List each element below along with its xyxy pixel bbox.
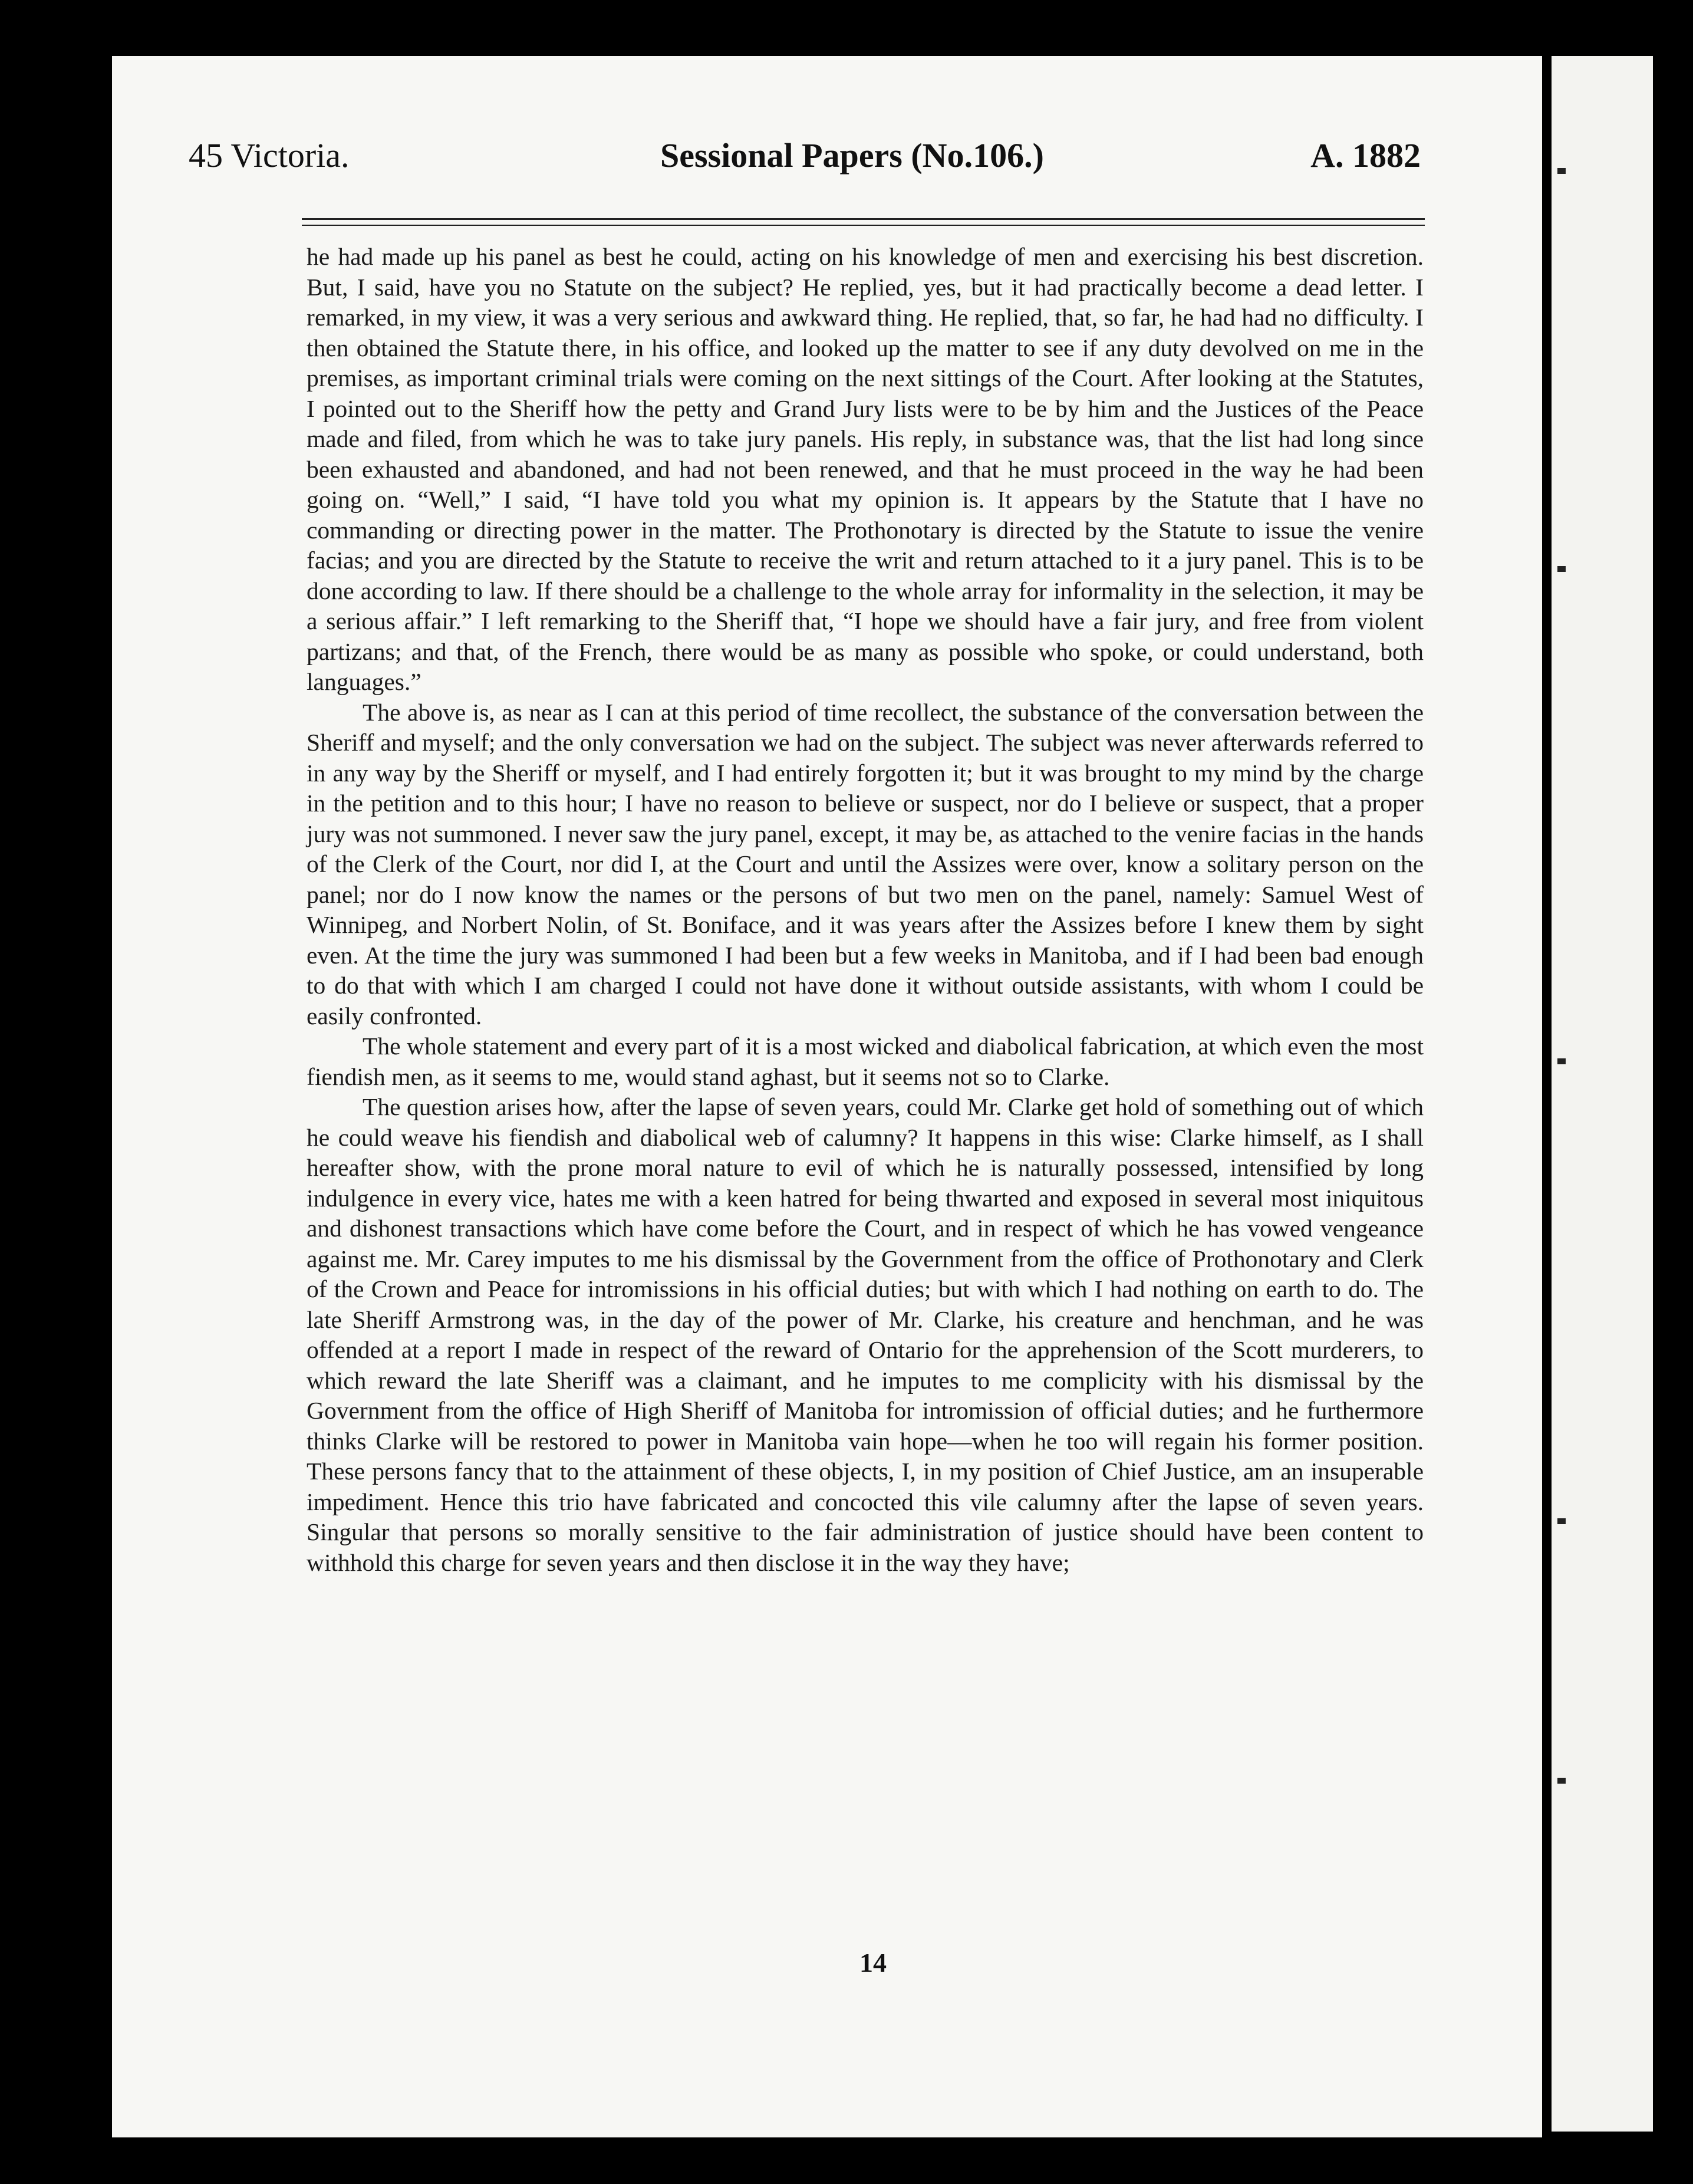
paragraph: he had made up his panel as best he could, acting on his knowledge of men and exercising his best discretion. But, I said, have you no Statute on the subject? He replied, yes, but it had practically become a dead letter. I remarked, in my view, it was a very serious and awkward thing. He replied, that, so far, he had had no difficulty. I then obtained the Statute there, in his office, and looked up the matter to see if any duty devolved on me in the premises, as important criminal trials were coming on the next sittings of the Court. After looking at the Statutes, I pointed out to the Sheriff how the petty and Grand Jury lists were to be by him and the Justices of the Peace made and filed, from which he was to take jury panels. His reply, in substance was, that the list had long since been exhausted and abandoned, and had not been renewed, and that he must proceed in the way he had been going on. “Well,” I said, “I have told you what my opinion is. It appears by the Statute that I have no commanding or directing power in the matter. The Prothonotary is directed by the Statute to issue the venire facias; and you are directed by the Statute to receive the writ and return attached to it a jury panel. This is to be done according to law. If there should be a challenge to the whole array for informality in the selection, it may be a serious affair.” I left remarking to the Sheriff that, “I hope we should have a fair jury, and free from violent partizans; and that, of the French, there would be as many as possible who spoke, or could understand, both languages.” xyxy=(307,243,1424,695)
header-rule xyxy=(302,218,1425,220)
paragraph: The whole statement and every part of it is a most wicked and diabolical fabrication, at which even the most fiendish men, as it seems to me, would stand aghast, but it seems not so to Clarke. xyxy=(307,1032,1424,1090)
paragraph: The question arises how, after the lapse of seven years, could Mr. Clarke get hold of something out of which he could weave his fiendish and diabolical web of calumny? It happens in this wise: Clarke himself, as I shall hereafter show, with the prone moral nature to evil of which he is naturally possessed, intensified by long indulgence in every vice, hates me with a keen hatred for being thwarted and exposed in several most iniquitous and dishonest transactions which have come before the Court, and in respect of which he has vowed vengeance against me. Mr. Carey imputes to me his dismissal by the Government from the office of Prothonotary and Clerk of the Crown and Peace for intromissions in his official duties; but with which I had nothing on earth to do. The late Sheriff Armstrong was, in the day of the power of Mr. Clarke, his creature and henchman, and he was offended at a report I made in respect of the reward of Ontario for the apprehension of the Scott murderers, to which reward the late Sheriff was a claimant, and he imputes to me complicity with his dismissal by the Government from the office of High Sheriff of Manitoba for intromission of official duties; and he furthermore thinks Clarke will be restored to power in Manitoba vain hope—when he too will regain his former position. These persons fancy that to the attainment of these objects, I, in my position of Chief Justice, am an insuperable impediment. Hence this trio have fabricated and concocted this vile calumny after the lapse of seven years. Singular that persons so morally sensitive to the fair administration of justice should have been content to withhold this charge for seven years and then disclose it in the way they have; xyxy=(307,1093,1424,1576)
header-year: A. 1882 xyxy=(1310,136,1421,175)
paragraph: The above is, as near as I can at this period of time recollect, the substance of the conversation between the Sheriff and myself; and the only conversation we had on the subject. The subject was never afterwards referred to in any way by the Sheriff or myself, and I had entirely forgotten it; but it was brought to my mind by the charge in the petition and to this hour; I have no reason to believe or suspect, nor do I believe or suspect, that a proper jury was not summoned. I never saw the jury panel, except, it may be, as attached to the venire facias in the hands of the Clerk of the Court, nor did I, at the Court and until the Assizes were over, know a solitary person on the panel; nor do I now know the names or the persons of but two men on the panel, namely: Samuel West of Winnipeg, and Norbert Nolin, of St. Boniface, and it was years after the Assizes before I knew them by sight even. At the time the jury was summoned I had been but a few weeks in Manitoba, and if I had been bad enough to do that with which I am charged I could not have done it without outside assistants, with whom I could be easily confronted. xyxy=(307,698,1424,1029)
page-number: 14 xyxy=(859,1948,887,1978)
body-text xyxy=(307,242,1424,1578)
header-volume: 45 Victoria. xyxy=(189,136,350,175)
header-title: Sessional Papers (No.106.) xyxy=(660,136,1044,175)
header-rule-thin xyxy=(302,225,1425,226)
running-header xyxy=(189,136,1421,189)
adjacent-page-edge xyxy=(1552,56,1653,2132)
